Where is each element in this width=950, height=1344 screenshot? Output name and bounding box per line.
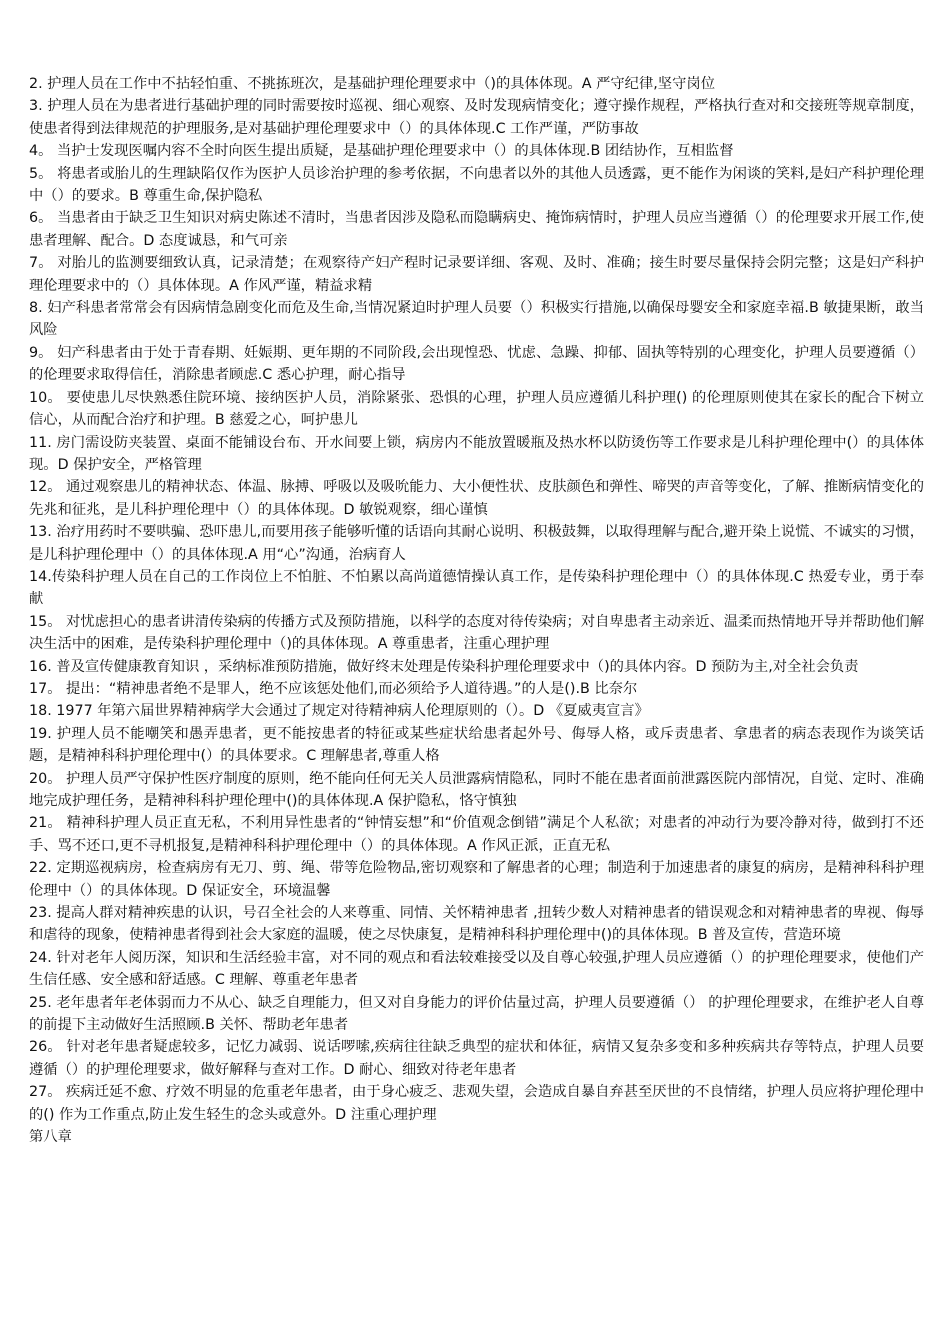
question-18: 18. 1977 年第六届世界精神病学大会通过了规定对待精神病人伦理原则的（）。D 《夏威夷宣言》	[29, 703, 649, 720]
question-23: 23. 提高人群对精神疾患的认识，号召全社会的人来尊重、同情、关怀精神患者 ,扭转少数人对精神患者的错误观念和对精神患者的卑视、侮辱和虐待的现象，使精神患者得到社会大家庭的温暖，使之尽快康复，是精神科科护理伦理中()的具体体现。B 普及宣传，营造环境	[29, 905, 924, 944]
chapter-heading: 第八章	[29, 1129, 72, 1146]
question-10: 10。 要使患儿尽快熟悉住院环境、接纳医护人员，消除紧张、恐惧的心理，护理人员应遵循儿科护理() 的伦理原则使其在家长的配合下树立信心，从而配合治疗和护理。B 慈爱之心，呵护患儿	[29, 389, 924, 429]
question-11: 11. 房门需设防夹装置、桌面不能铺设台布、开水间要上锁，病房内不能放置暖瓶及热水杯以防烫伤等工作要求是儿科护理伦理中(）的具体体现。D 保护安全，严格管理	[29, 434, 924, 473]
question-25: 25. 老年患者年老体弱而力不从心、缺乏自理能力，但又对自身能力的评价估量过高，护理人员要遵循（） 的护理伦理要求，在维护老人自尊的前提下主动做好生活照顾.B 关怀、帮助老年患者	[29, 994, 924, 1034]
question-19: 19. 护理人员不能嘲笑和愚弄患者，更不能按患者的特征或某些症状给患者起外号、侮辱人格，或斥责患者、拿患者的病态表现作为谈笑话题，是精神科科护理伦理中(）的具体要求。C 理解患者,尊重人格	[29, 725, 924, 765]
question-26: 26。 针对老年患者疑虑较多，记忆力减弱、说话啰嗦,疾病往往缺乏典型的症状和体征，病情又复杂多变和多种疾病共存等特点，护理人员要遵循（）的护理伦理要求，做好解释与查对工作。D 耐心、细致对待老年患者	[29, 1039, 924, 1078]
question-3: 3. 护理人员在为患者进行基础护理的同时需要按时巡视、细心观察、及时发现病情变化；遵守操作规程，严格执行查对和交接班等规章制度，使患者得到法律规范的护理服务,是对基础护理伦理要求中（）的具体体现.C 工作严谨，严防事故	[29, 98, 924, 137]
question-9: 9。 妇产科患者由于处于青春期、妊娠期、更年期的不同阶段,会出现惶恐、忧虑、急躁、抑郁、固执等特别的心理变化，护理人员要遵循（）的伦理要求取得信任，消除患者顾虑.C 悉心护理，耐心指导	[29, 344, 924, 384]
question-12: 12。 通过观察患儿的精神状态、体温、脉搏、呼吸以及吸吮能力、大小便性状、皮肤颜色和弹性、啼哭的声音等变化，了解、推断病情变化的先兆和征兆，是儿科护理伦理中（）的具体体现。D 敏锐观察，细心谨慎	[29, 479, 924, 518]
question-6: 6。 当患者由于缺乏卫生知识对病史陈述不清时，当患者因涉及隐私而隐瞒病史、掩饰病情时，护理人员应当遵循（）的伦理要求开展工作,使患者理解、配合。D 态度诚恳，和气可亲	[29, 210, 924, 249]
question-22: 22. 定期巡视病房，检查病房有无刀、剪、绳、带等危险物品,密切观察和了解患者的心理；制造利于加速患者的康复的病房，是精神科科护理伦理中（）的具体体现。D 保证安全，环境温馨	[29, 860, 924, 899]
question-16: 16. 普及宣传健康教育知识 ，采纳标准预防措施，做好终末处理是传染科护理伦理要求中（)的具体内容。D 预防为主,对全社会负责	[29, 658, 859, 675]
question-21: 21。 精神科护理人员正直无私，不利用异性患者的“钟情妄想”和“价值观念倒错”满足个人私欲；对患者的冲动行为要冷静对待，做到打不还手、骂不还口,更不寻机报复,是精神科科护理伦理中（）的具体体现。A 作风正派，正直无私	[29, 815, 924, 854]
question-2: 2. 护理人员在工作中不拈轻怕重、不挑拣班次，是基础护理伦理要求中（)的具体体现。A 严守纪律,坚守岗位	[29, 76, 715, 92]
question-7: 7。 对胎儿的监测要细致认真，记录清楚；在观察待产妇产程时记录要详细、客观、及时、准确；接生时要尽量保持会阴完整；这是妇产科护理伦理要求中的（）具体体现。A 作风严谨，精益求精	[29, 255, 924, 294]
question-4: 4。 当护士发现医嘱内容不全时向医生提出质疑，是基础护理伦理要求中（）的具体体现.B 团结协作，互相监督	[29, 143, 734, 160]
question-24: 24. 针对老年人阅历深，知识和生活经验丰富，对不同的观点和看法较难接受以及自尊心较强,护理人员应遵循（）的护理伦理要求，使他们产生信任感、安全感和舒适感。C 理解、尊重老年患者	[29, 949, 924, 989]
question-13: 13. 治疗用药时不要哄骗、恐吓患儿,而要用孩子能够听懂的话语向其耐心说明、积极鼓舞，以取得理解与配合,避开染上说慌、不诚实的习惯，是儿科护理伦理中（）的具体体现.A 用“心”沟通，治病育人	[29, 524, 924, 563]
question-5: 5。 将患者或胎儿的生理缺陷仅作为医护人员诊治护理的参考依据，不向患者以外的其他人员透露，更不能作为闲谈的笑料,是妇产科护理伦理中（）的要求。B 尊重生命,保护隐私	[29, 165, 924, 205]
question-15: 15。 对忧虑担心的患者讲清传染病的传播方式及预防措施，以科学的态度对待传染病；对自卑患者主动亲近、温柔而热情地开导并帮助他们解决生活中的困难，是传染科护理伦理中（)的具体体现。A 尊重患者，注重心理护理	[29, 613, 924, 653]
question-17: 17。 提出：“精神患者绝不是罪人，绝不应该惩处他们,而必须给予人道待遇。”的人是().B 比奈尔	[29, 680, 638, 697]
question-8: 8. 妇产科患者常常会有因病情急剧变化而危及生命,当情况紧迫时护理人员要（）积极实行措施,以确保母婴安全和家庭幸福.B 敏捷果断，敢当风险	[29, 300, 924, 339]
question-14: 14.传染科护理人员在自己的工作岗位上不怕脏、不怕累以高尚道德情操认真工作，是传染科护理伦理中（）的具体体现.C 热爱专业，勇于奉献	[29, 568, 924, 608]
question-20: 20。 护理人员严守保护性医疗制度的原则，绝不能向任何无关人员泄露病情隐私，同时不能在患者面前泄露医院内部情况，自觉、定时、准确地完成护理任务，是精神科科护理伦理中()的具体体现.A 保护隐私，恪守慎独	[29, 770, 924, 809]
question-27: 27。 疾病迁延不愈、疗效不明显的危重老年患者，由于身心疲乏、悲观失望，会造成自暴自弃甚至厌世的不良情绪，护理人员应将护理伦理中的() 作为工作重点,防止发生轻生的念头或意外。D 注重心理护理	[29, 1084, 924, 1123]
